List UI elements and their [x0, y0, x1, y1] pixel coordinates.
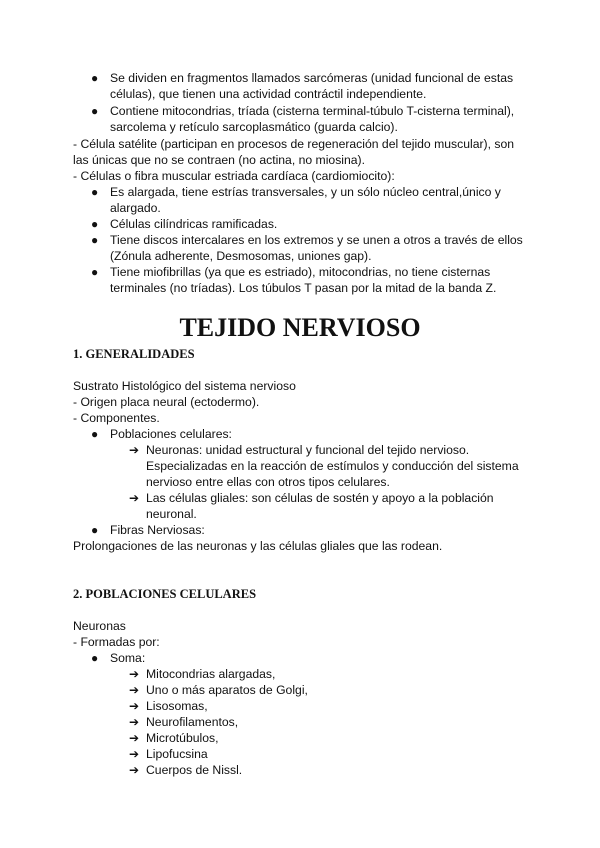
text-line: Se dividen en fragmentos llamados sarcómeras (unidad funcional de estas: [110, 71, 514, 85]
list-item: Uno o más aparatos de Golgi,: [146, 683, 308, 697]
text-line: las únicas que no se contraen (no actina, no miosina).: [73, 153, 365, 167]
bullet-marker: ●: [91, 217, 99, 231]
list-item: Lisosomas,: [146, 699, 208, 713]
text-line: Tiene miofibrillas (ya que es estriado), mitocondrias, no tiene cisternas: [110, 265, 491, 279]
bullet-marker: ●: [91, 185, 99, 199]
text-line: - Formadas por:: [73, 635, 160, 649]
section-heading: 2. POBLACIONES CELULARES: [73, 587, 257, 601]
list-item: Microtúbulos,: [146, 731, 219, 745]
text-line: sarcolema y retículo sarcoplasmático (guarda calcio).: [110, 120, 398, 134]
text-line: - Células o fibra muscular estriada cardíaca (cardiomiocito):: [73, 169, 395, 183]
text-line: neuronal.: [146, 507, 197, 521]
arrow-bullet-icon: ➔: [129, 715, 140, 729]
list-item: Cuerpos de Nissl.: [146, 763, 243, 777]
arrow-bullet-icon: ➔: [129, 683, 140, 697]
list-item: Neurofilamentos,: [146, 715, 239, 729]
text-line: terminales (no tríadas). Los túbulos T pasan por la mitad de la banda Z.: [110, 281, 497, 295]
text-line: - Célula satélite (participan en procesos de regeneración del tejido muscular), son: [73, 137, 515, 151]
text-line: Contiene mitocondrias, tríada (cisterna terminal-túbulo T-cisterna terminal),: [110, 104, 515, 118]
text-line: (Zónula adherente, Desmosomas, uniones gap).: [110, 249, 372, 263]
text-line: alargado.: [110, 201, 161, 215]
arrow-bullet-icon: ➔: [129, 747, 140, 761]
page-title: TEJIDO NERVIOSO: [179, 313, 421, 342]
text-line: Poblaciones celulares:: [110, 427, 232, 441]
section-heading: 1. GENERALIDADES: [73, 347, 195, 361]
text-line: Neuronas: unidad estructural y funcional del tejido nervioso.: [146, 443, 470, 457]
arrow-bullet-icon: ➔: [129, 699, 140, 713]
list-item: Lipofucsina: [146, 747, 208, 761]
text-line: Sustrato Histológico del sistema nervioso: [73, 379, 296, 393]
text-line: Es alargada, tiene estrías transversales, y un sólo núcleo central,único y: [110, 185, 501, 199]
bullet-marker: ●: [91, 265, 99, 279]
bullet-marker: ●: [91, 427, 99, 441]
text-line: - Componentes.: [73, 411, 160, 425]
bullet-marker: ●: [91, 104, 99, 118]
arrow-bullet-icon: ➔: [129, 443, 140, 457]
list-item: Mitocondrias alargadas,: [146, 667, 276, 681]
bullet-marker: ●: [91, 71, 99, 85]
text-line: Neuronas: [73, 619, 126, 633]
text-line: Fibras Nerviosas:: [110, 523, 205, 537]
bullet-marker: ●: [91, 523, 99, 537]
arrow-bullet-icon: ➔: [129, 731, 140, 745]
arrow-bullet-icon: ➔: [129, 491, 140, 505]
text-line: nervioso entre ellas con otros tipos celulares.: [146, 475, 390, 489]
text-line: Especializadas en la reacción de estímulos y conducción del sistema: [146, 459, 519, 473]
text-line: Las células gliales: son células de sostén y apoyo a la población: [146, 491, 494, 505]
text-line: células), que tienen una actividad contráctil independiente.: [110, 87, 427, 101]
text-line: Prolongaciones de las neuronas y las células gliales que las rodean.: [73, 539, 443, 553]
arrow-bullet-icon: ➔: [129, 667, 140, 681]
arrow-bullet-icon: ➔: [129, 763, 140, 777]
bullet-marker: ●: [91, 233, 99, 247]
text-line: Células cilíndricas ramificadas.: [110, 217, 278, 231]
text-line: Tiene discos intercalares en los extremos y se unen a otros a través de ellos: [110, 233, 523, 247]
bullet-marker: ●: [91, 651, 99, 665]
text-line: - Origen placa neural (ectodermo).: [73, 395, 260, 409]
text-line: Soma:: [110, 651, 146, 665]
